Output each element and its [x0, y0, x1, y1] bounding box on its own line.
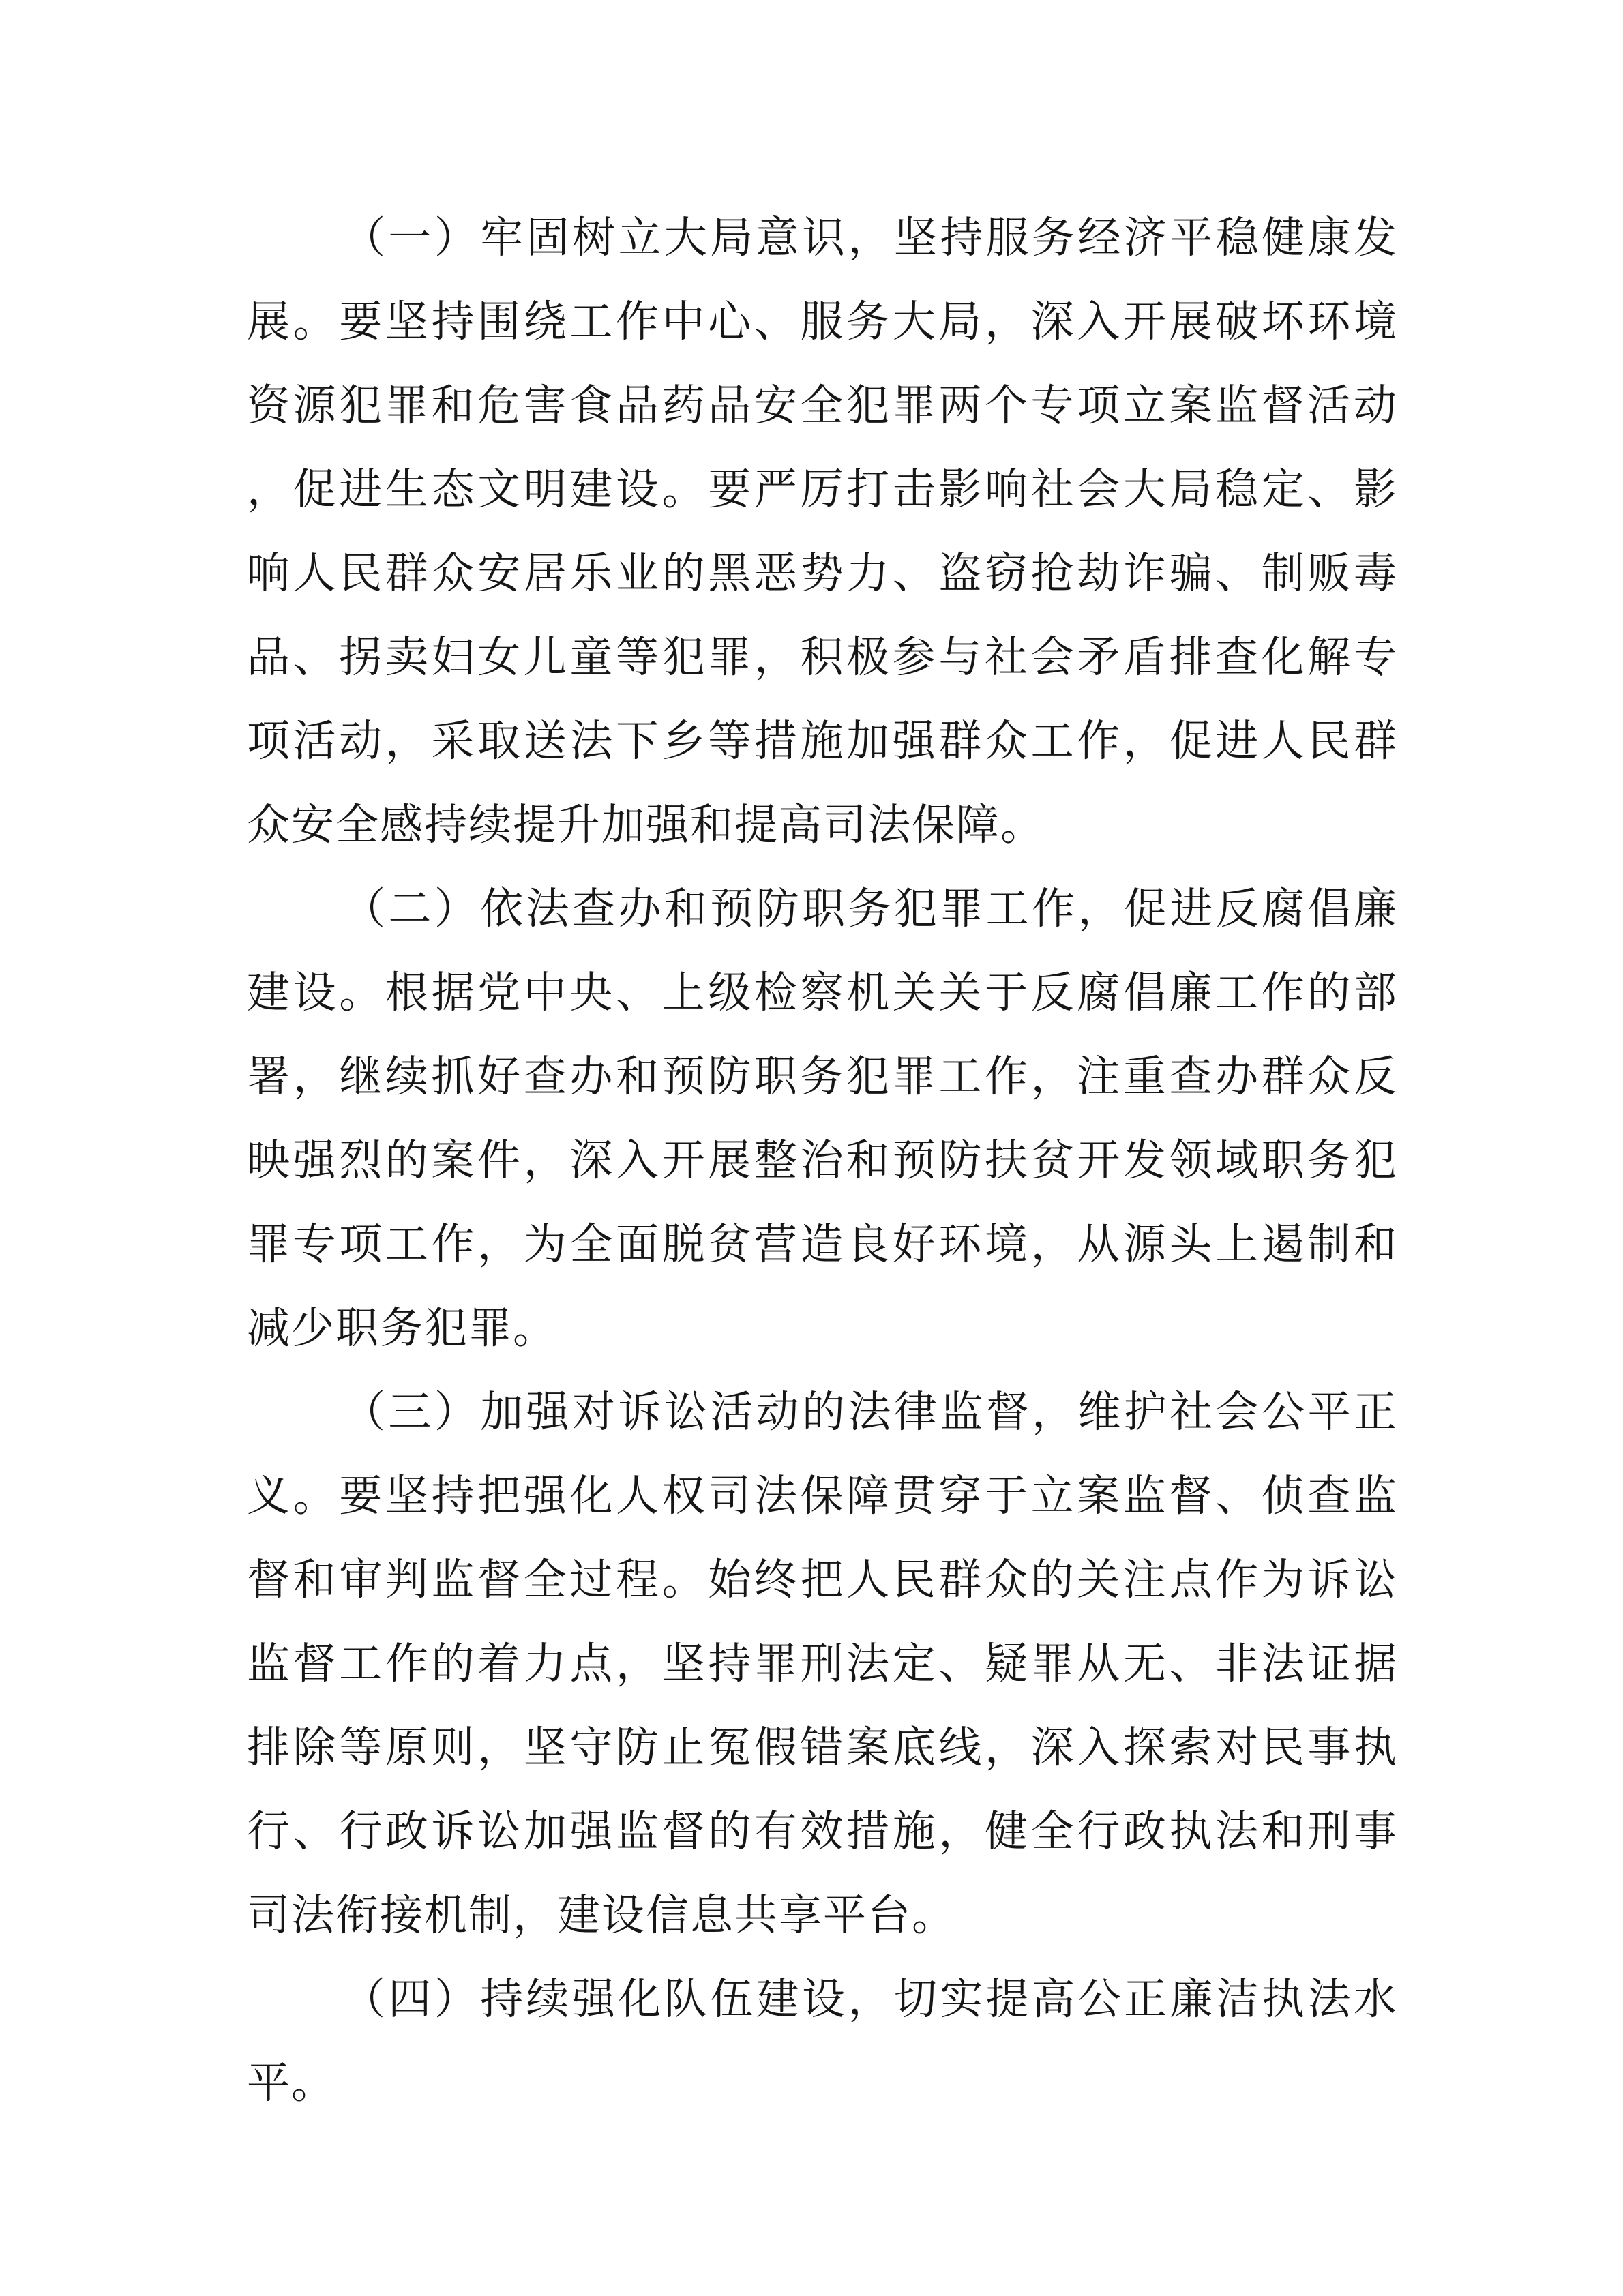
- paragraph-4: （四）持续强化队伍建设，切实提高公正廉洁执法水平。: [247, 1974, 1398, 2108]
- paragraph-1: （一）牢固树立大局意识，坚持服务经济平稳健康发展。要坚持围绕工作中心、服务大局，深入开展破坏环境资源犯罪和危害食品药品安全犯罪两个专项立案监督活动，促进生态文明建设。要严厉打击影响社会大局稳定、影响人民群众安居乐业的黑恶势力、盗窃抢劫诈骗、制贩毒品、拐卖妇女儿童等犯罪，积极参与社会矛盾排查化解专项活动，采取送法下乡等措施加强群众工作，促进人民群众安全感持续提升加强和提高司法保障。: [247, 213, 1398, 850]
- paragraph-2: （二）依法查办和预防职务犯罪工作，促进反腐倡廉建设。根据党中央、上级检察机关关于反腐倡廉工作的部署，继续抓好查办和预防职务犯罪工作，注重查办群众反映强烈的案件，深入开展整治和预防扶贫开发领域职务犯罪专项工作，为全面脱贫营造良好环境，从源头上遏制和减少职务犯罪。: [247, 884, 1398, 1353]
- document-body: [247, 196, 1398, 2125]
- paragraph-3: （三）加强对诉讼活动的法律监督，维护社会公平正义。要坚持把强化人权司法保障贯穿于立案监督、侦查监督和审判监督全过程。始终把人民群众的关注点作为诉讼监督工作的着力点，坚持罪刑法定、疑罪从无、非法证据排除等原则，坚守防止冤假错案底线，深入探索对民事执行、行政诉讼加强监督的有效措施，健全行政执法和刑事司法衔接机制，建设信息共享平台。: [247, 1387, 1398, 1940]
